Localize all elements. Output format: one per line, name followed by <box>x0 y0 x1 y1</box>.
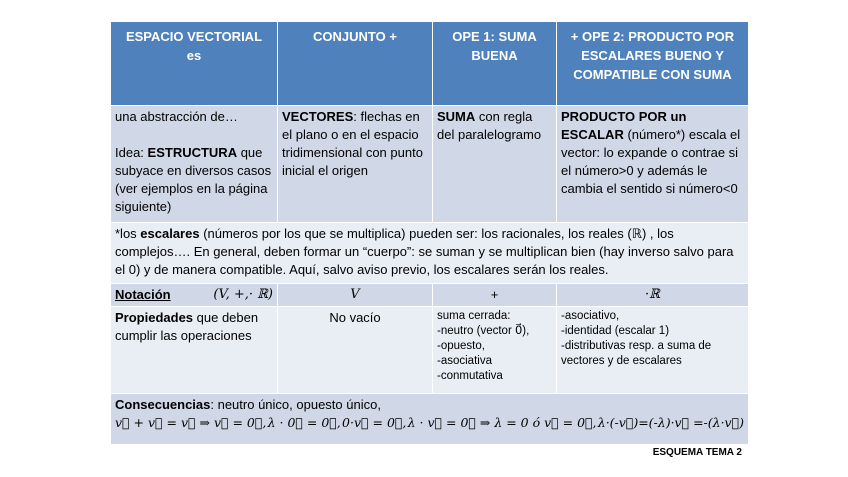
definition-row <box>111 106 749 223</box>
suma-prop: -conmutativa <box>437 370 503 382</box>
formula-3: 0·v⃗ = 0⃗, <box>342 415 407 430</box>
header-col1-line2: es <box>186 48 202 63</box>
idea-text: Idea: ESTRUCTURA que subyace en diversos casos (ver ejemplos en la página siguiente) <box>115 145 272 214</box>
header-ope2 <box>557 22 749 106</box>
producto-prop: -asociativo, <box>561 310 620 322</box>
formula-4: λ · v⃗ = 0⃗ ⇒ λ = 0 ó v⃗ = 0⃗, <box>407 415 597 430</box>
scheme-table <box>110 21 749 445</box>
header-conjunto <box>278 22 433 106</box>
suma-prop: -neutro (vector 0⃗), <box>437 325 530 337</box>
consecuencias-label: Consecuencias <box>115 397 211 412</box>
notacion-cell <box>111 284 278 307</box>
header-col1-line1: ESPACIO VECTORIAL <box>125 29 263 44</box>
header-col3-line1: OPE 1: SUMA <box>452 29 537 44</box>
producto-cell: PRODUCTO POR un ESCALAR (número*) escala el vector: lo expande o contrae si el número>0 y además le cambia el sentido si número<0 <box>557 106 749 223</box>
no-vacio-cell: No vacío <box>278 307 433 394</box>
notacion-tuple: (V, +,· ℝ) <box>213 287 273 302</box>
escalares-cell: *los escalares (números por los que se multiplica) pueden ser: los racionales, los reales (ℝ) , los complejos…. En general, deben formar un “cuerpo”: se suman y se multiplican bien (hay inverso salvo para el 0) y de manera compatible. Aquí, salvo aviso previo, los escalares serán los reales. <box>111 223 749 284</box>
propiedades-row <box>111 307 749 394</box>
escalares-row <box>111 223 749 284</box>
vectores-cell: VECTORES: flechas en el plano o en el espacio tridimensional con punto inicial el origen <box>278 106 433 223</box>
header-col4-line1: + OPE 2: PRODUCTO POR <box>570 29 735 44</box>
formula-2: λ · 0⃗ = 0⃗, <box>267 415 341 430</box>
formula-5: λ·(-v⃗)=(-λ)·v⃗ =-(λ·v⃗) <box>597 415 744 430</box>
notacion-label: Notación <box>115 287 171 302</box>
suma-cell: SUMA con regla del paralelogramo <box>433 106 557 223</box>
propiedades-cell: Propiedades que deben cumplir las operaciones <box>111 307 278 394</box>
notacion-v: V <box>278 284 433 307</box>
suma-props-cell <box>433 307 557 394</box>
consecuencias-cell <box>111 394 749 445</box>
header-col3-line2: BUENA <box>471 48 518 63</box>
abstraccion-text: una abstracción de… <box>115 109 238 124</box>
consecuencias-text: : neutro único, opuesto único, <box>210 397 381 412</box>
header-row <box>111 22 749 106</box>
notacion-dot-r: ·ℝ <box>557 284 749 307</box>
scheme-table-wrapper <box>110 21 748 445</box>
suma-prop: -opuesto, <box>437 340 485 352</box>
suma-prop: suma cerrada: <box>437 310 511 322</box>
header-ope1 <box>433 22 557 106</box>
suma-prop: -asociativa <box>437 355 492 367</box>
consecuencias-formulas <box>115 414 744 432</box>
producto-prop: -identidad (escalar 1) <box>561 325 670 337</box>
abstraccion-cell <box>111 106 278 223</box>
notacion-plus: + <box>433 284 557 307</box>
header-espacio-vectorial <box>111 22 278 106</box>
producto-props-cell <box>557 307 749 394</box>
producto-prop: -distributivas resp. a suma de vectores y de escalares <box>561 340 712 367</box>
consecuencias-row <box>111 394 749 445</box>
footer-label: ESQUEMA TEMA 2 <box>652 447 742 458</box>
header-col2: CONJUNTO + <box>313 29 397 44</box>
header-col4-line2: ESCALARES BUENO Y <box>581 48 724 63</box>
formula-1: v⃗ + v⃗ = v⃗ ⇒ v⃗ = 0⃗, <box>115 415 267 430</box>
header-col4-line3: COMPATIBLE CON SUMA <box>573 67 732 82</box>
notacion-row <box>111 284 749 307</box>
